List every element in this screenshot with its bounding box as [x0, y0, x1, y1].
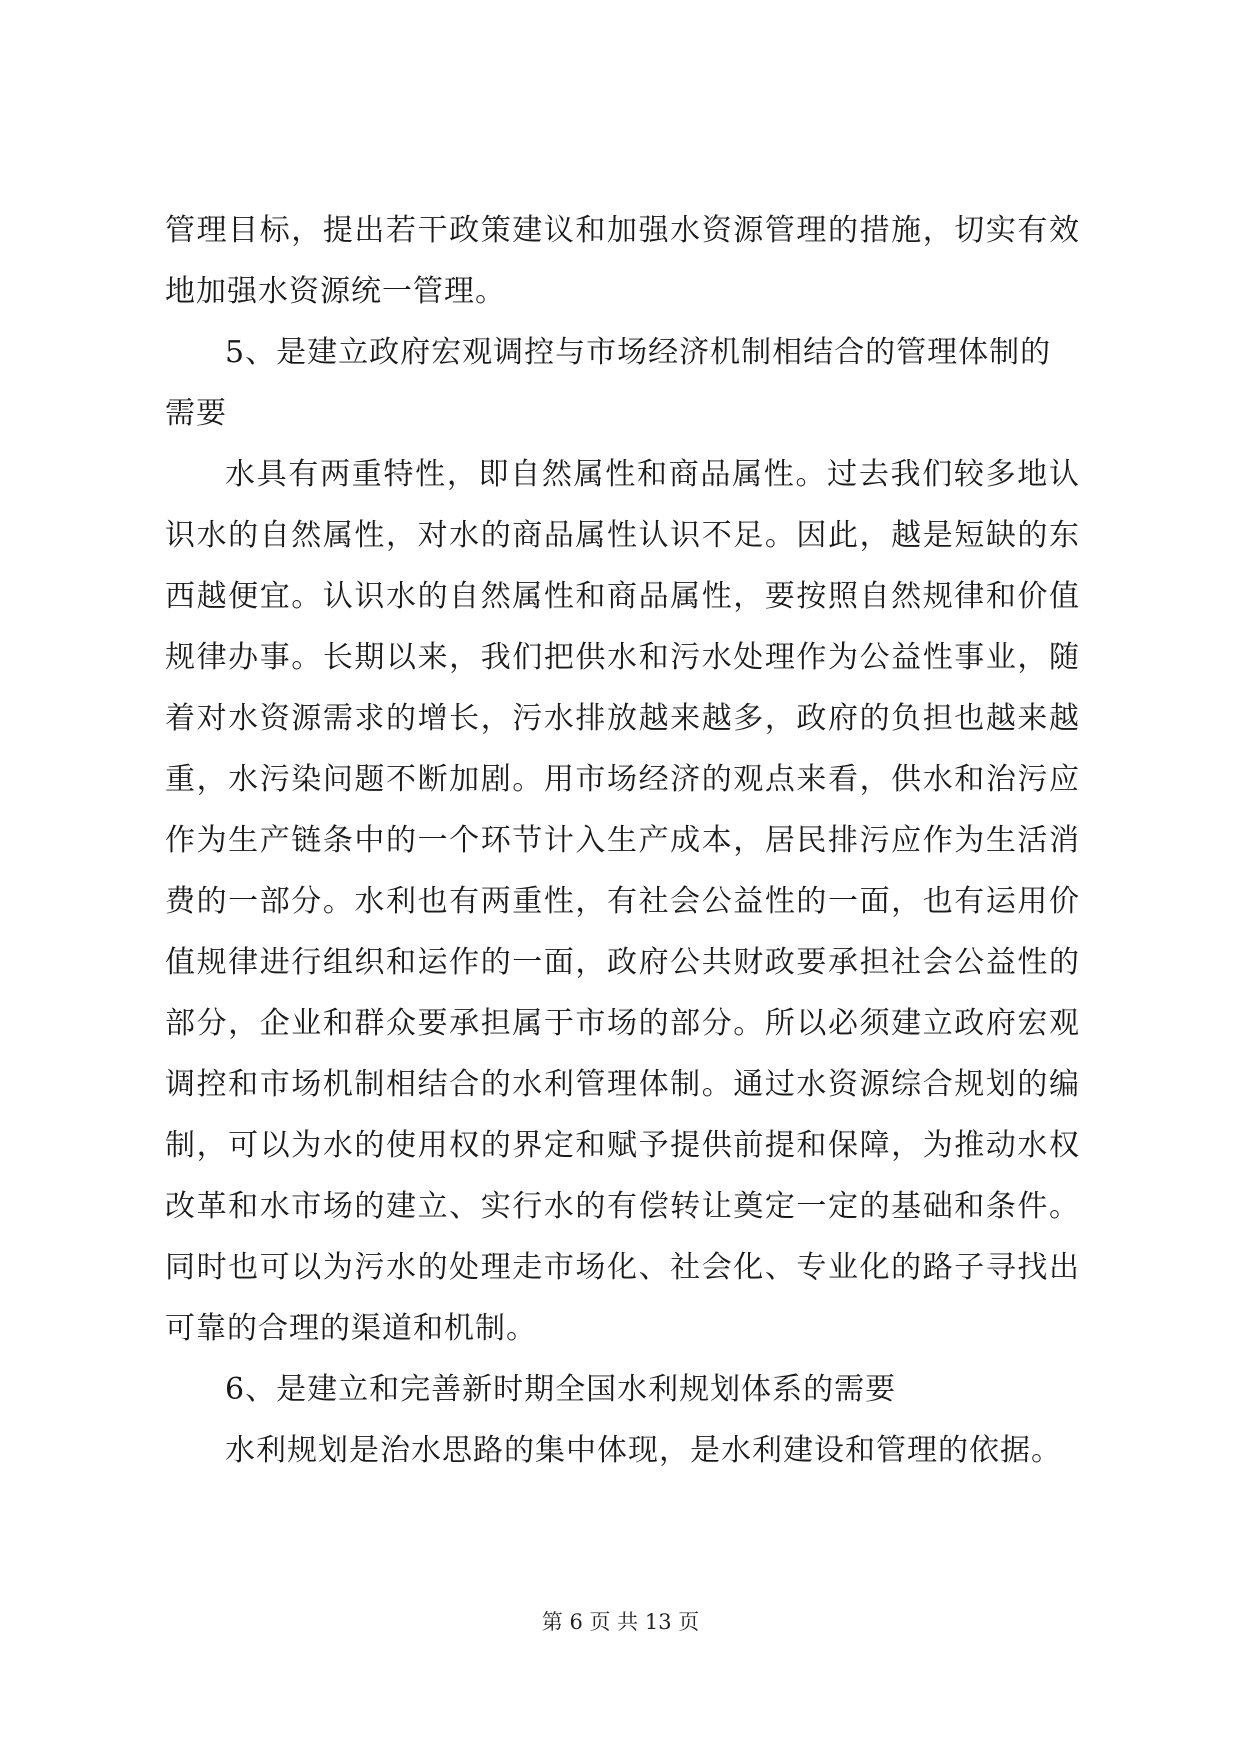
paragraph-continuation: 管理目标，提出若干政策建议和加强水资源管理的措施，切实有效地加强水资源统一管理。	[165, 213, 1080, 309]
section-heading-6: 6、是建立和完善新时期全国水利规划体系的需要	[225, 1372, 897, 1407]
paragraph-water-properties: 水具有两重特性，即自然属性和商品属性。过去我们较多地认识水的自然属性，对水的商品属性认识不足。因此，越是短缺的东西越便宜。认识水的自然属性和商品属性，要按照自然规律和价值规律办事。长期以来，我们把供水和污水处理作为公益性事业，随着对水资源需求的增长，污水排放越来越多，政府的负担也越来越重，水污染问题不断加剧。用市场经济的观点来看，供水和治污应作为生产链条中的一个环节计入生产成本，居民排污应作为生活消费的一部分。水利也有两重性，有社会公益性的一面，也有运用价值规律进行组织和运作的一面，政府公共财政要承担社会公益性的部分，企业和群众要承担属于市场的部分。所以必须建立政府宏观调控和市场机制相结合的水利管理体制。通过水资源综合规划的编制，可以为水的使用权的界定和赋予提供前提和保障，为推动水权改革和水市场的建立、实行水的有偿转让奠定一定的基础和条件。同时也可以为污水的处理走市场化、社会化、专业化的路子寻找出可靠的合理的渠道和机制。	[165, 457, 1080, 1346]
section-heading-5: 5、是建立政府宏观调控与市场经济机制相结合的管理体制的需要	[165, 335, 1052, 431]
paragraph-water-planning: 水利规划是治水思路的集中体现，是水利建设和管理的依据。	[225, 1433, 1062, 1468]
document-body	[165, 200, 1080, 1481]
page-number-footer: 第 6 页 共 13 页	[541, 1610, 700, 1634]
